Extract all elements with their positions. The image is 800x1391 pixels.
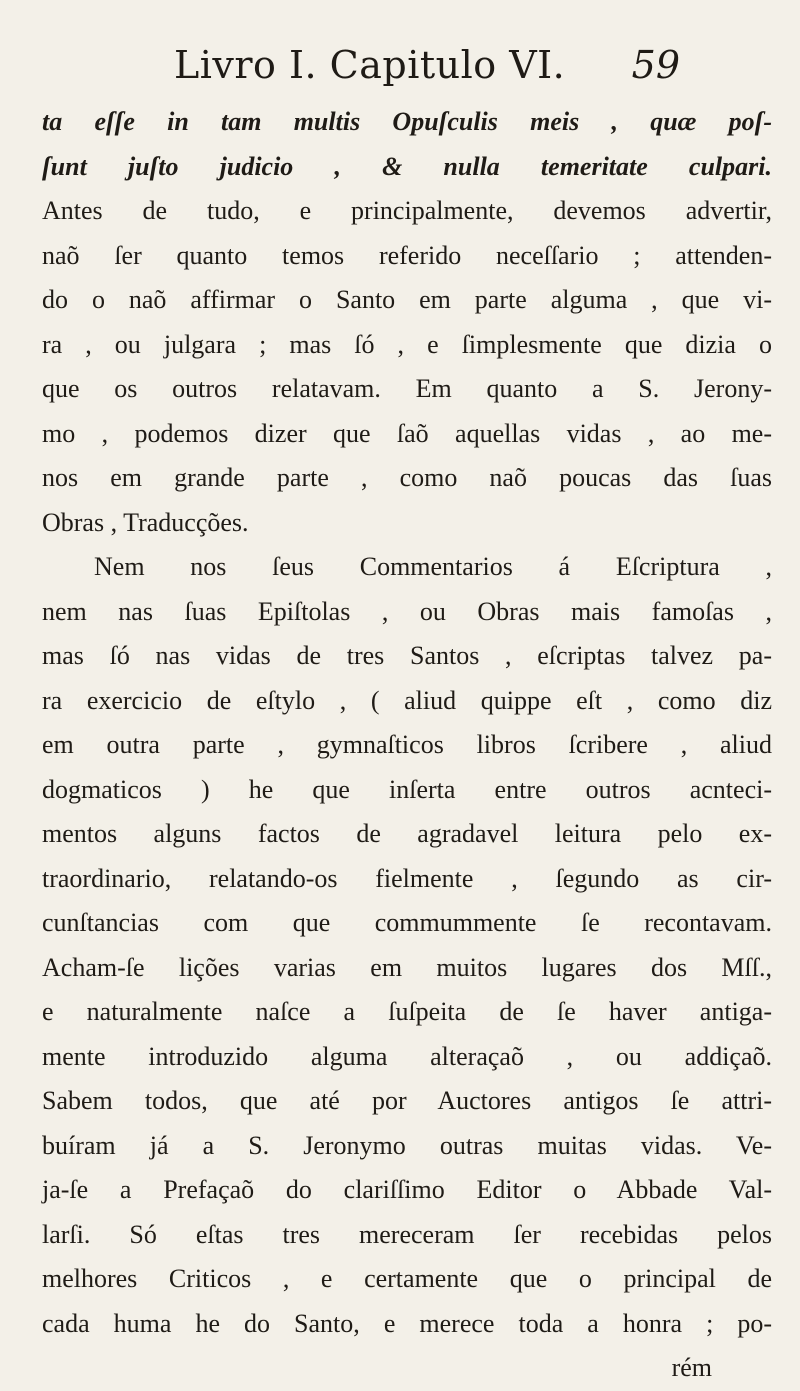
text-line: traordinario, relatando-os fielmente , ſegundo as cir-: [42, 863, 772, 893]
text-line: dogmaticos ) he que inſerta entre outros acnteci-: [42, 774, 772, 804]
text-line: mente introduzido alguma alteraçaõ , ou addiçaõ.: [42, 1041, 772, 1071]
running-header: [150, 40, 680, 90]
chapter-title: Livro I. Capitulo VI.: [174, 43, 566, 87]
text-line: nos em grande parte , como naõ poucas das ſuas: [42, 463, 772, 492]
text-line: mo , podemos dizer que ſaõ aquellas vidas , ao me-: [42, 418, 772, 448]
text-line: mentos alguns factos de agradavel leitura pelo ex-: [42, 819, 772, 848]
text-line: Sabem todos, que até por Auctores antigos ſe attri-: [42, 1086, 772, 1115]
text-line: ta eſſe in tam multis Opuſculis meis , quæ poſ-: [42, 107, 772, 136]
text-line: ja-ſe a Prefaçaõ do clariſſimo Editor o Abbade Val-: [42, 1175, 772, 1204]
text-line: cada huma he do Santo, e merece toda a honra ; po-: [42, 1308, 772, 1338]
page-number: 59: [631, 43, 680, 87]
text-line: ſunt juſto judicio , & nulla temeritate culpari.: [42, 151, 772, 181]
text-line: em outra parte , gymnaſticos libros ſcribere , aliud: [42, 730, 772, 759]
text-line: melhores Criticos , e certamente que o principal de: [42, 1264, 772, 1293]
text-line: cunſtancias com que commummente ſe recontavam.: [42, 908, 772, 937]
text-line: que os outros relatavam. Em quanto a S. Jerony-: [42, 374, 772, 403]
text-line: naõ ſer quanto temos referido neceſſario ; attenden-: [42, 240, 772, 270]
text-line: larſi. Só eſtas tres mereceram ſer recebidas pelos: [42, 1219, 772, 1249]
text-line: ra , ou julgara ; mas ſó , e ſimplesmente que dizia o: [42, 329, 772, 359]
text-line: Nem nos ſeus Commentarios á Eſcriptura ,: [94, 552, 772, 581]
text-line: e naturalmente naſce a ſuſpeita de ſe haver antiga-: [42, 997, 772, 1026]
text-line: mas ſó nas vidas de tres Santos , eſcriptas talvez pa-: [42, 641, 772, 670]
text-line: Antes de tudo, e principalmente, devemos advertir,: [42, 196, 772, 225]
text-line: nem nas ſuas Epiſtolas , ou Obras mais famoſas ,: [42, 596, 772, 626]
text-line: Acham-ſe lições varias em muitos lugares dos Mſſ.,: [42, 952, 772, 982]
text-line: ra exercicio de eſtylo , ( aliud quippe eſt , como diz: [42, 685, 772, 715]
text-line: rém: [671, 1353, 712, 1382]
body-text: [42, 100, 772, 1391]
text-line: Obras , Traducções.: [42, 507, 249, 537]
text-line: buíram já a S. Jeronymo outras muitas vidas. Ve-: [42, 1130, 772, 1160]
text-line: do o naõ affirmar o Santo em parte alguma , que vi-: [42, 285, 772, 314]
